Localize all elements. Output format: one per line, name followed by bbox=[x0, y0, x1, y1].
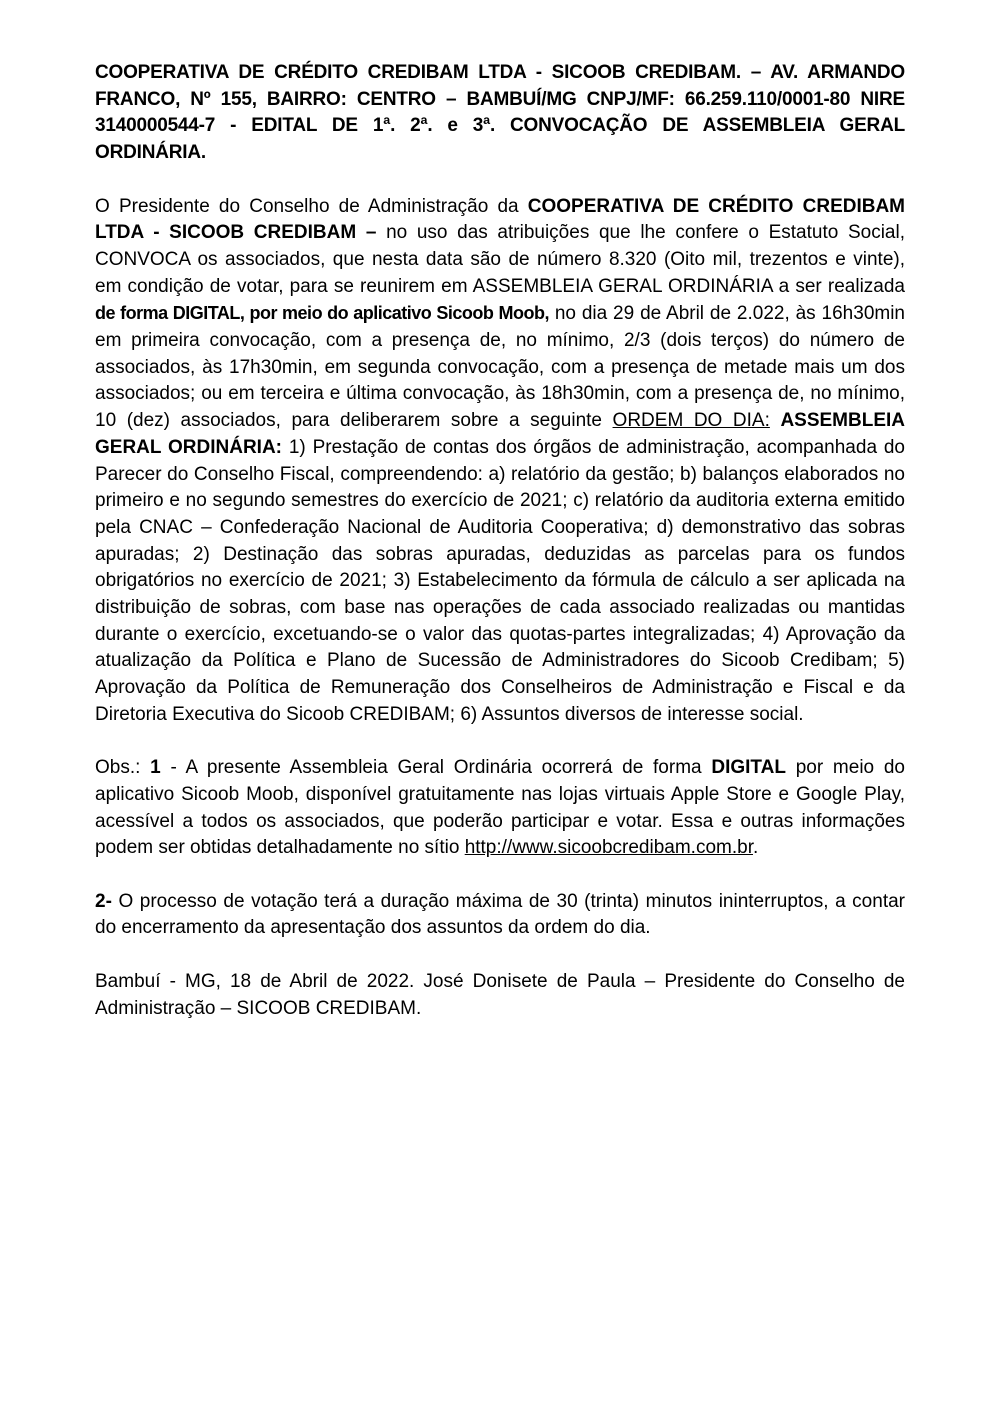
text: por meio do aplicativo Sicoob Moob, disponível gratuitamente nas lojas virtuais Apple Store e Google Play, acessível a todos os associados, que poderão participar e votar. Essa e outras informações podem ser obtidas detalhadamente no sítio bbox=[95, 757, 905, 859]
text: . bbox=[752, 837, 759, 859]
text: O Presidente do Conselho de Administração da bbox=[95, 195, 528, 217]
text: 2- bbox=[95, 890, 112, 912]
website-link[interactable]: http://www.sicoobcredibam.com.br bbox=[464, 837, 753, 859]
signature-paragraph: Bambuí - MG, 18 de Abril de 2022. José Donisete de Paula – Presidente do Conselho de Administração – SICOOB CREDIBAM. bbox=[95, 970, 905, 1019]
text: O processo de votação terá a duração máxima de 30 (trinta) minutos ininterruptos, a contar do encerramento da apresentação dos assuntos da ordem do dia. bbox=[95, 890, 905, 939]
document-title: COOPERATIVA DE CRÉDITO CREDIBAM LTDA - SICOOB CREDIBAM. – AV. ARMANDO FRANCO, Nº 155, BAIRRO: CENTRO – BAMBUÍ/MG CNPJ/MF: 66.259.110/0001-80 NIRE 3140000544-7 - EDITAL DE 1ª. 2ª. e 3ª. CONVOCAÇÃO DE ASSEMBLEIA GERAL ORDINÁRIA. bbox=[95, 62, 905, 164]
text: 1 bbox=[150, 757, 161, 779]
text: - A presente Assembleia Geral Ordinária ocorrerá de forma bbox=[160, 757, 712, 779]
voting-paragraph bbox=[95, 889, 905, 942]
text: no uso das atribuições que lhe confere o Estatuto Social, CONVOCA os associados, que nesta data são de número 8.320 (Oito mil, trezentos e vinte), em condição de votar, para se reunirem em ASSEMBLEIA GERAL ORDINÁRIA a ser realizada bbox=[95, 222, 905, 297]
text: Obs.: bbox=[95, 757, 151, 779]
text: DIGITAL bbox=[711, 757, 786, 779]
cooperative-name: COOPERATIVA DE CRÉDITO CREDIBAM LTDA - SICOOB CREDIBAM – bbox=[95, 195, 906, 244]
text: no dia 29 de Abril de 2.022, às 16h30min em primeira convocação, com a presença de, no mínimo, 2/3 (dois terços) do número de associados, às 17h30min, em segunda convocação, com a presença de metade mais um dos associados; ou em terceira e última convocação, às 18h30min, com a presença de, no mínimo, 10 (dez) associados, para deliberarem sobre a seguinte bbox=[95, 303, 905, 432]
assembly-label: ASSEMBLEIA GERAL ORDINÁRIA: bbox=[95, 410, 906, 458]
observation-paragraph bbox=[95, 755, 905, 862]
convocation-paragraph bbox=[95, 194, 905, 729]
digital-format-note: de forma DIGITAL, por meio do aplicativo Sicoob Moob, bbox=[95, 303, 549, 324]
document-page bbox=[95, 60, 905, 1022]
agenda-label: ORDEM DO DIA: bbox=[612, 410, 770, 432]
agenda-items: 1) Prestação de contas dos órgãos de administração, acompanhada do Parecer do Conselho Fiscal, compreendendo: a) relatório da gestão; b) balanços elaborados no primeiro e no segundo semestres do exercício de 2021; c) relatório da auditoria externa emitido pela CNAC – Confederação Nacional de Auditoria Cooperativa; d) demonstrativo das sobras apuradas; 2) Destinação das sobras apuradas, deduzidas as parcelas para os fundos obrigatórios no exercício de 2021; 3) Estabelecimento da fórmula de cálculo a ser aplicada na distribuição de sobras, com base nas operações de cada associado realizadas ou mantidas durante o exercício, excetuando-se o valor das quotas-partes integralizadas; 4) Aprovação da atualização da Política e Plano de Sucessão de Administradores do Sicoob Credibam; 5) Aprovação da Política de Remuneração dos Conselheiros de Administração e Fiscal e da Diretoria Executiva do Sicoob CREDIBAM; 6) Assuntos diversos de interesse social. bbox=[95, 436, 905, 725]
text bbox=[770, 410, 781, 431]
